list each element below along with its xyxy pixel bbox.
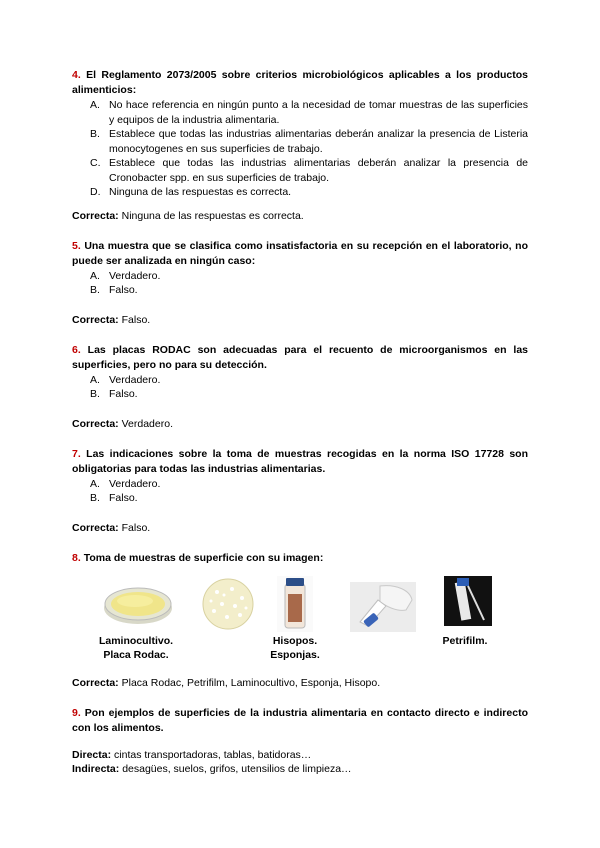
question-number: 9. <box>72 706 81 719</box>
option-a: A. No hace referencia en ningún punto a la necesidad de tomar muestras de las superficies y equipos de la industria alimentaria. <box>90 99 528 126</box>
question-8-title: 8. Toma de muestras de superficie con su imagen: <box>72 551 324 564</box>
question-9 <box>72 706 528 777</box>
options-list <box>72 98 528 200</box>
question-4-title: 4. El Reglamento 2073/2005 sobre criterios microbiológicos aplicables a los productos alimenticios: <box>72 69 528 96</box>
question-number: 5. <box>72 239 81 252</box>
question-9-title: 9. Pon ejemplos de superficies de la industria alimentaria en contacto directo e indirecto con los alimentos. <box>72 706 528 734</box>
option-a: A. Verdadero. <box>90 477 161 490</box>
swab-image <box>444 576 492 626</box>
option-c: C. Establece que todas las industrias alimentarias deberán analizar la presencia de Cronobacter spp. en sus superficies de trabajo. <box>90 157 528 184</box>
answer: Correcta: Ninguna de las respuestas es correcta. <box>72 209 304 222</box>
option-a: A. Verdadero. <box>90 269 161 282</box>
option-b: B. Falso. <box>90 388 138 400</box>
option-d: D. Ninguna de las respuestas es correcta. <box>90 186 292 198</box>
question-8 <box>72 551 528 690</box>
question-number: 6. <box>72 343 81 356</box>
question-7-title: 7. Las indicaciones sobre la toma de muestras recogidas en la norma ISO 17728 son obligatorias para todas las industrias alimentarias. <box>72 447 528 475</box>
indirect-examples: Indirecta: desagües, suelos, grifos, utensilios de limpieza… <box>72 763 352 775</box>
option-b: B. Establece que todas las industrias alimentarias deberán analizar la presencia de Listeria monocytogenes en sus superficies de trabajo. <box>90 128 528 155</box>
option-a: A. Verdadero. <box>90 373 161 386</box>
option-b: B. Falso. <box>90 492 138 504</box>
sponge-sampling-image <box>350 582 416 632</box>
question-7 <box>72 447 528 535</box>
answer: Correcta: Verdadero. <box>72 417 173 430</box>
rodac-plate-image <box>102 582 174 626</box>
sampling-images <box>72 576 528 676</box>
answer: Correcta: Placa Rodac, Petrifilm, Laminocultivo, Esponja, Hisopo. <box>72 676 381 689</box>
question-6 <box>72 343 528 431</box>
question-number: 8. <box>72 551 81 564</box>
question-4 <box>72 68 528 223</box>
caption-hisopos: Hisopos. Esponjas. <box>270 634 320 661</box>
direct-examples: Directa: cintas transportadoras, tablas, batidoras… <box>72 748 312 761</box>
caption-petrifilm: Petrifilm. <box>442 634 488 647</box>
question-5-title: 5. Una muestra que se clasifica como insatisfactoria en su recepción en el laboratorio, no puede ser analizada en ningún caso: <box>72 239 528 267</box>
question-5 <box>72 239 528 327</box>
option-b: B. Falso. <box>90 284 138 296</box>
question-6-title: 6. Las placas RODAC son adecuadas para el recuento de microorganismos en las superficies, pero no para su detección. <box>72 343 529 371</box>
sponge-tube-image <box>277 576 313 632</box>
petrifilm-plate-image <box>202 578 254 630</box>
question-number: 7. <box>72 447 81 460</box>
options-list <box>72 373 528 402</box>
answer: Correcta: Falso. <box>72 313 151 326</box>
question-number: 4. <box>72 69 81 81</box>
caption-laminocultivo: Laminocultivo. Placa Rodac. <box>98 634 174 661</box>
document-page <box>72 68 528 777</box>
answer: Correcta: Falso. <box>72 521 151 534</box>
options-list <box>72 477 528 506</box>
options-list <box>72 269 528 298</box>
